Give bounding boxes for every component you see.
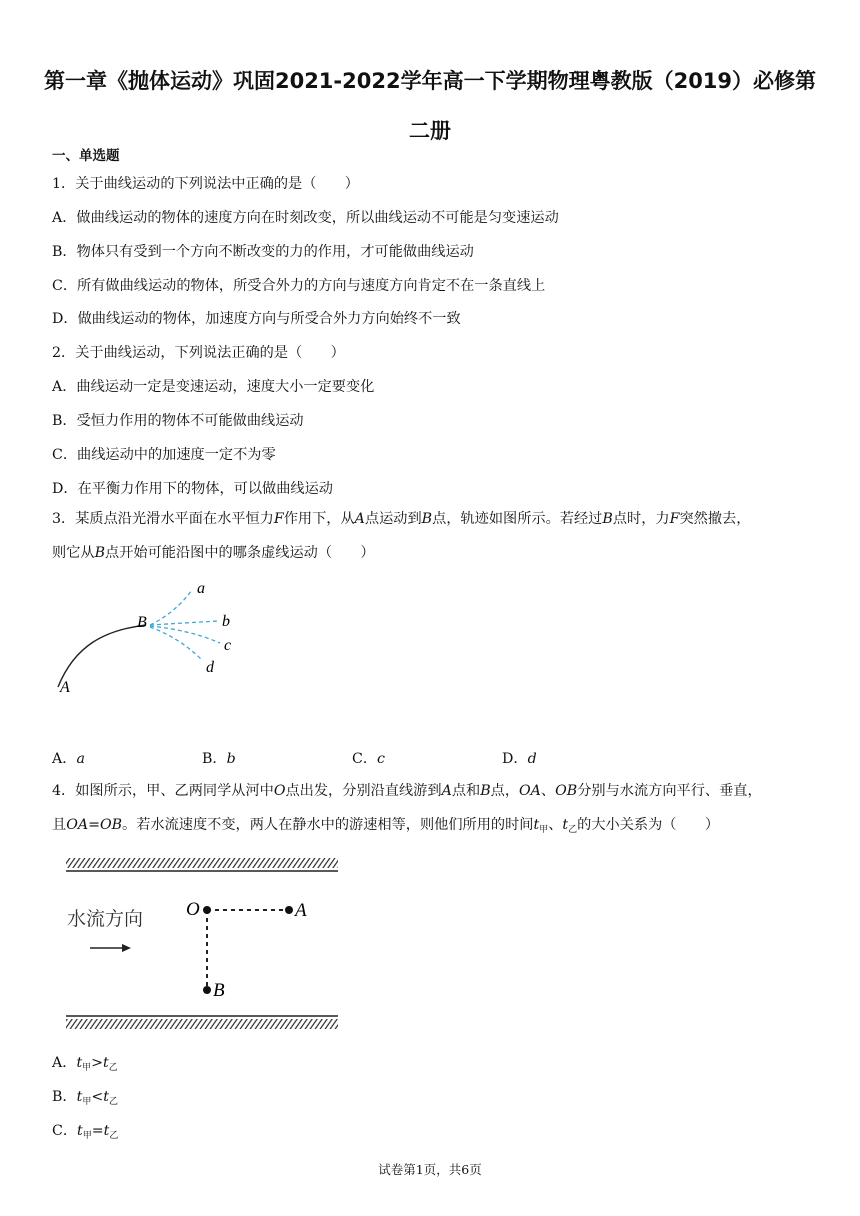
question-1-option-a: A．做曲线运动的物体的速度方向在时刻改变，所以曲线运动不可能是匀变速运动 (52, 210, 559, 226)
river-bank-top (66, 858, 338, 868)
label-b: b (222, 613, 230, 630)
label-o: O (186, 899, 200, 920)
page-footer: 试卷第1页，共6页 (378, 1162, 482, 1177)
question-2-option-c: C．曲线运动中的加速度一定不为零 (52, 447, 276, 463)
point-a (285, 906, 293, 914)
question-2-option-a: A．曲线运动一定是变速运动，速度大小一定要变化 (52, 379, 375, 395)
question-3-option-a: A．a (52, 751, 85, 767)
path-a-line (150, 590, 192, 625)
question-1-option-d: D．做曲线运动的物体，加速度方向与所受合外力方向始终不一致 (52, 311, 461, 327)
path-b-line (150, 621, 218, 625)
path-d-line (150, 627, 202, 660)
flow-direction-label: 水流方向 (67, 908, 144, 930)
question-2-option-d: D．在平衡力作用下的物体，可以做曲线运动 (52, 481, 333, 497)
question-4-option-b: B．$t_甲<t_乙$ (52, 1089, 118, 1107)
river-bank-bottom (66, 1019, 338, 1029)
label-a: a (197, 580, 205, 597)
trajectory-curve (58, 625, 146, 687)
label-a-point: A (60, 679, 70, 696)
question-1-option-b: B．物体只有受到一个方向不断改变的力的作用，才可能做曲线运动 (52, 244, 474, 260)
question-2-stem: 2．关于曲线运动，下列说法正确的是（ ） (52, 345, 345, 361)
question-3-option-b: B．b (202, 751, 236, 767)
label-b-point: B (137, 614, 147, 631)
label-b: B (213, 980, 225, 1001)
point-o (203, 906, 211, 914)
trajectory-figure (40, 570, 260, 710)
label-c: c (224, 637, 232, 654)
flow-arrow-icon (122, 944, 131, 952)
question-4-stem: 4．如图所示，甲、乙两同学从河中O点出发，分别沿直线游到A点和B点，OA、OB分别与水流方向平行、垂直， 且OA=OB。若水流速度不变，两人在静水中的游速相等，则他们所用的时间$t_甲$、$t_乙$的大小关系为（ ） (52, 783, 762, 835)
question-2-option-b: B．受恒力作用的物体不可能做曲线运动 (52, 413, 304, 429)
label-d: d (206, 659, 214, 676)
path-c-line (150, 626, 220, 643)
question-4-option-a: A．$t_甲>t_乙$ (52, 1055, 118, 1073)
page-title: 第一章《抛体运动》巩固2021-2022学年高一下学期物理粤教版（2019）必修第二册 (43, 69, 817, 143)
question-3-stem: 3．某质点沿光滑水平面在水平恒力F作用下，从A点运动到B点，轨迹如图所示。若经过B点时，力F突然撤去， 则它从B点开始可能沿图中的哪条虚线运动（ ） (52, 511, 751, 561)
question-1-stem: 1．关于曲线运动的下列说法中正确的是（ ） (52, 176, 359, 192)
label-a: A (295, 900, 307, 921)
point-b (203, 986, 211, 994)
question-1-option-c: C．所有做曲线运动的物体，所受合外力的方向与速度方向肯定不在一条直线上 (52, 278, 546, 294)
question-3-option-d: D．d (502, 751, 537, 767)
section-heading: 一、单选题 (52, 148, 120, 164)
river-figure (60, 855, 345, 1035)
question-3-option-c: C．c (352, 751, 385, 767)
question-4-option-c: C．$t_甲=t_乙$ (52, 1123, 119, 1141)
